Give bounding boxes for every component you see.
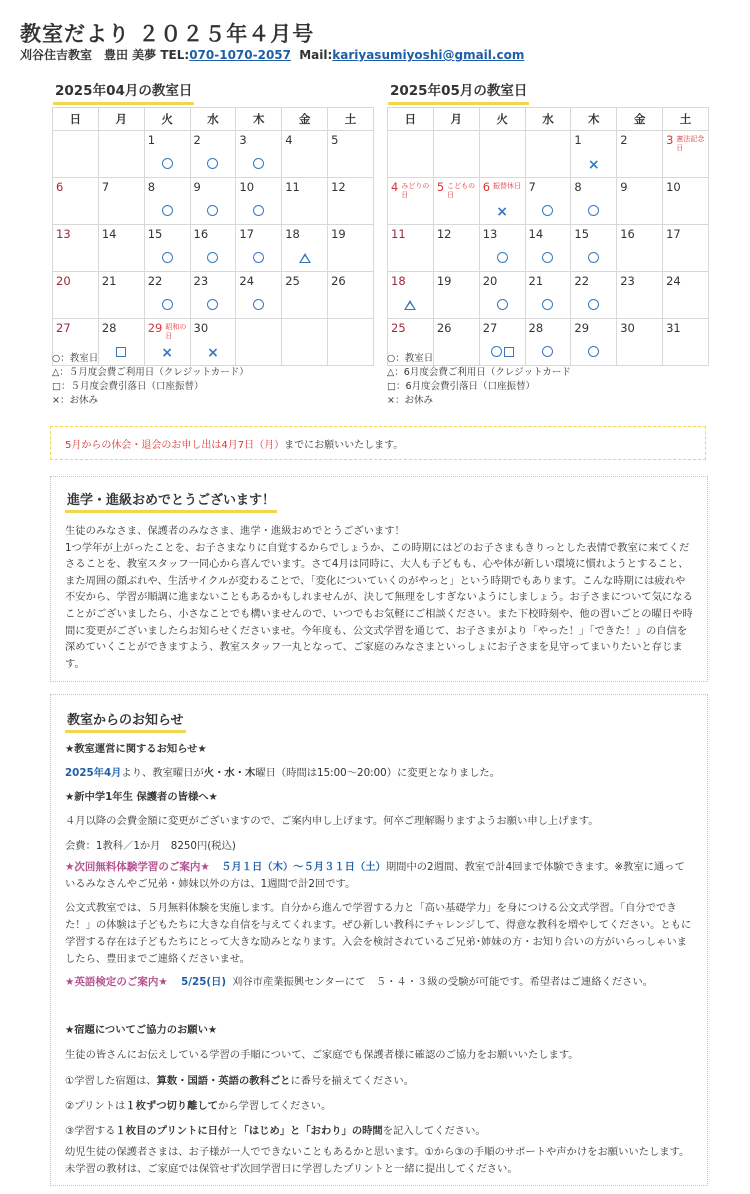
legend-item: □：５月度会費引落日（口座振替） (52, 381, 204, 392)
homework-title: ★宿題についてご協力のお願い★ (65, 1024, 218, 1036)
holiday-label: こどもの日 (447, 182, 476, 199)
calendar-day-cell (236, 272, 282, 319)
calendar-day-cell (617, 272, 663, 319)
day-number: 31 (666, 321, 681, 335)
calendar-day-cell (388, 178, 434, 225)
class-day-circle-icon (588, 299, 599, 310)
calendar-day-cell (663, 272, 709, 319)
day-number: 22 (147, 274, 163, 288)
calendar-day-cell (571, 225, 617, 272)
class-day-circle-icon (253, 252, 264, 263)
day-mark (145, 252, 190, 265)
weekday-header: 火 (144, 108, 190, 131)
congrats-section (50, 476, 708, 682)
calendar-day-cell (525, 178, 571, 225)
mail-label: Mail: (299, 48, 333, 62)
day-number: 2 (193, 133, 201, 147)
class-day-circle-icon (253, 205, 264, 216)
calendar-day-cell (282, 131, 328, 178)
calendar-day-cell (53, 131, 99, 178)
junior-high-title: ★新中学1年生 保護者の皆様へ★ (65, 791, 218, 803)
class-day-circle-icon (207, 205, 218, 216)
calendar-day-cell (571, 131, 617, 178)
step3-a: ③学習する (65, 1125, 116, 1137)
weekday-header: 水 (525, 108, 571, 131)
legend-item: ○：教室日 (387, 353, 434, 364)
closed-day-cross-icon: × (207, 345, 219, 361)
class-day-circle-icon (162, 299, 173, 310)
calendar-day-cell (282, 225, 328, 272)
day-number: 10 (666, 180, 681, 194)
calendar-day-cell (433, 131, 479, 178)
weekday-header: 日 (388, 108, 434, 131)
weekday-header: 金 (617, 108, 663, 131)
day-number: 26 (331, 274, 346, 288)
calendar-day-cell (98, 131, 144, 178)
calendar-day-cell (328, 272, 374, 319)
class-day-circle-icon (588, 252, 599, 263)
calendar-day-cell (617, 178, 663, 225)
day-number: 18 (285, 227, 300, 241)
classroom-name: 刈谷住吉教室 豊田 美夢 (20, 48, 157, 62)
class-day-circle-icon (162, 158, 173, 169)
calendar-day-cell (525, 272, 571, 319)
calendar-day-cell (617, 131, 663, 178)
tel-label: TEL: (160, 48, 190, 62)
step2-a: ②プリントは (65, 1100, 126, 1112)
day-number: 27 (482, 321, 498, 335)
calendar-day-cell (236, 225, 282, 272)
class-day-circle-icon (542, 299, 553, 310)
day-number: 19 (436, 274, 452, 288)
day-number: 6 (482, 180, 491, 194)
day-number: 29 (147, 321, 163, 335)
day-mark (236, 252, 281, 265)
calendar-day-cell (328, 131, 374, 178)
closed-day-cross-icon: × (496, 204, 508, 220)
calendar-day-cell (571, 178, 617, 225)
calendar-day-cell (479, 178, 525, 225)
trial-lesson-dates: ５月１日（木）～５月３１日（土） (221, 861, 386, 873)
day-mark (145, 205, 190, 218)
day-number: 19 (331, 227, 346, 241)
day-number: 14 (528, 227, 544, 241)
day-mark (236, 299, 281, 312)
calendar-day-cell (328, 319, 374, 366)
day-number: 16 (193, 227, 209, 241)
class-day-circle-icon (162, 252, 173, 263)
class-day-circle-icon (588, 346, 599, 357)
trial-lesson-title: ★次回無料体験学習のご案内★ (65, 861, 210, 873)
calendar-week-row (388, 131, 709, 178)
homework-intro: 生徒の皆さんにお伝えしている学習の手順について、ご家庭でも保護者様に確認のご協力をお願いいたします。 (65, 1049, 579, 1061)
day-number: 4 (285, 133, 293, 147)
day-number: 11 (285, 180, 300, 194)
day-number: 5 (331, 133, 339, 147)
day-mark (480, 206, 525, 218)
mail-link[interactable]: kariyasumiyoshi@gmail.com (332, 48, 525, 62)
calendar-week-row (53, 131, 374, 178)
calendar-week-row (388, 225, 709, 272)
class-day-circle-icon (542, 252, 553, 263)
legend-item: △：５月度会費ご利用日（クレジットカード） (52, 367, 249, 378)
class-day-circle-icon (497, 252, 508, 263)
weekday-header: 水 (190, 108, 236, 131)
operation-text-b: 曜日（時間は15:00～20:00）に変更となりました。 (255, 767, 500, 779)
step2-b: １枚ずつ切り離して (125, 1100, 218, 1112)
class-day-circle-icon (207, 158, 218, 169)
calendar-day-cell (663, 178, 709, 225)
eiken-date: 5/25(日) (181, 976, 227, 988)
day-number: 3 (666, 133, 674, 147)
day-number: 22 (574, 274, 590, 288)
calendar-week-row (53, 272, 374, 319)
legend-item: ○：教室日 (52, 353, 99, 364)
step3-b: １枚目のプリントに日付 (115, 1125, 229, 1137)
day-number: 13 (482, 227, 498, 241)
calendar-week-row (53, 178, 374, 225)
day-number: 29 (574, 321, 590, 335)
day-number: 18 (391, 274, 406, 288)
operation-text-a: より、教室曜日が (121, 767, 204, 779)
weekday-header: 金 (282, 108, 328, 131)
step2-c: から学習してください。 (217, 1100, 332, 1112)
weekday-header: 土 (663, 108, 709, 131)
calendar-day-cell (53, 225, 99, 272)
may-legend (387, 352, 571, 408)
class-day-circle-icon (542, 205, 553, 216)
legend-item: □：6月度会費引落日（口座振替） (387, 381, 536, 392)
day-mark (191, 299, 236, 312)
eiken-title: ★英語検定のご案内★ (65, 976, 168, 988)
legend-item: △：6月度会費ご利用日（クレジットカード (387, 367, 571, 378)
calendar-day-cell (525, 131, 571, 178)
calendar-day-cell (190, 131, 236, 178)
day-mark (526, 252, 571, 265)
calendar-day-cell (144, 131, 190, 178)
class-day-circle-icon (162, 205, 173, 216)
day-number: 12 (331, 180, 346, 194)
eiken-notice (65, 974, 693, 991)
junior-high-line1: ４月以降の会費金額に変更がございますので、ご案内申し上げます。何卒ご理解賜りますようお願い申し上げます。 (65, 815, 599, 827)
calendar-day-cell (53, 178, 99, 225)
holiday-label: みどりの日 (401, 182, 430, 199)
day-mark (571, 252, 616, 265)
day-number: 8 (574, 180, 582, 194)
day-mark (480, 252, 525, 265)
operation-notice-title: ★教室運営に関するお知らせ★ (65, 743, 207, 755)
closed-day-cross-icon: × (161, 345, 173, 361)
operation-notice-line (65, 764, 500, 779)
trial-lesson-text: 期間中の2週間、教室で計4回まで体験できます。※教室に通っているみなさんやご兄弟・姉妹以外の方は、1週間で計2回です。 (65, 861, 685, 890)
calendar-day-cell (479, 225, 525, 272)
calendar-day-cell (190, 225, 236, 272)
may-calendar-heading: 2025年05月の教室日 (388, 79, 529, 105)
day-number: 13 (56, 227, 71, 241)
calendar-day-cell (328, 225, 374, 272)
day-number: 12 (436, 227, 452, 241)
day-mark (191, 252, 236, 265)
calendar-day-cell (236, 131, 282, 178)
day-number: 23 (620, 274, 635, 288)
day-number: 23 (193, 274, 209, 288)
april-legend (52, 352, 249, 408)
day-number: 4 (391, 180, 399, 194)
day-number: 8 (147, 180, 156, 194)
withdrawal-notice (50, 426, 706, 460)
day-number: 28 (528, 321, 544, 335)
day-number: 21 (101, 274, 117, 288)
day-number: 15 (147, 227, 163, 241)
day-number: 6 (56, 180, 64, 194)
step3-c: と (228, 1125, 239, 1137)
weekday-header: 木 (571, 108, 617, 131)
day-number: 16 (620, 227, 635, 241)
calendar-day-cell (479, 272, 525, 319)
day-mark (236, 205, 281, 218)
calendar-day-cell (190, 272, 236, 319)
day-number: 10 (239, 180, 255, 194)
tel-link[interactable]: 070-1070-2057 (189, 48, 292, 62)
day-number: 30 (193, 321, 209, 335)
weekday-header: 火 (479, 108, 525, 131)
step3-e: を記入してください。 (382, 1125, 486, 1137)
day-number: 5 (436, 180, 445, 194)
day-number: 2 (620, 133, 628, 147)
day-number: 28 (101, 321, 117, 335)
operation-days: 火・水・木 (203, 767, 256, 779)
day-mark (145, 299, 190, 312)
weekday-header: 月 (98, 108, 144, 131)
calendar-day-cell (98, 272, 144, 319)
day-mark (145, 158, 190, 171)
day-number: 3 (239, 133, 247, 147)
april-calendar (52, 107, 374, 366)
class-day-circle-icon (207, 252, 218, 263)
newsletter-title: 教室だより ２０２５年４月号 (20, 22, 315, 46)
day-number: 20 (56, 274, 71, 288)
day-number: 27 (56, 321, 71, 335)
class-day-circle-icon (253, 299, 264, 310)
day-mark (526, 299, 571, 312)
calendar-day-cell (479, 131, 525, 178)
day-mark (571, 205, 616, 218)
day-mark (282, 253, 327, 265)
calendar-day-cell (617, 225, 663, 272)
class-day-circle-icon (207, 299, 218, 310)
homework-step-2 (65, 1097, 331, 1112)
calendar-day-cell (433, 178, 479, 225)
holiday-label: 憲法記念日 (676, 135, 705, 152)
day-number: 30 (620, 321, 635, 335)
day-number: 9 (620, 180, 628, 194)
day-number: 26 (436, 321, 452, 335)
trial-lesson-notice (65, 859, 693, 893)
day-mark (571, 299, 616, 312)
calendar-day-cell (433, 225, 479, 272)
news-section (50, 694, 708, 1186)
day-mark (526, 205, 571, 218)
day-number: 21 (528, 274, 544, 288)
card-day-triangle-icon (404, 300, 416, 310)
day-number: 17 (239, 227, 255, 241)
calendar-day-cell (328, 178, 374, 225)
calendar-day-cell (98, 225, 144, 272)
calendar-day-cell (98, 178, 144, 225)
closed-day-cross-icon: × (587, 157, 600, 173)
weekday-header: 月 (433, 108, 479, 131)
congrats-heading: 進学・進級おめでとうございます！ (65, 489, 277, 513)
day-mark (388, 300, 433, 312)
holiday-label: 昭和の日 (165, 323, 187, 340)
day-number: 7 (528, 180, 536, 194)
congrats-body: 生徒のみなさま、保護者のみなさま、進学・進級おめでとうございます！ 1つ学年が上がったことを、お子さまなりに自覚するからでしょうか、この時期にはどのお子さまもきりっとした表情で教室に来てくださることを、教室スタッフ一同心から喜んでいます。さて4月は同時に、大人も子どもも、心や体が新しい環境に慣れようとすること、また周囲の顔ぶれや、生活サイクルが変わることで、「変化についていくのがやっと」という時期でもあります。こんな時期には疲れや不安から、学習が順調に進まないこともあるかもしれませんが、決して無理をしすぎないようにしましょう。お子さまについて気になることがございましたら、小さなことでも構いませんので、いつでもお気軽にご相談ください。また下校時刻や、他の習いごとの曜日や時間に変更がございましたらお知らせくださいませ。今年度も、公文式学習を通じて、お子さまがより「やった！」「できた！」の自信を深めていくことができますよう、教室スタッフ一丸となって、ご家庭のみなさまといっしょにお子さまを見守ってまいりたいと存じます。 (65, 525, 693, 670)
weekday-header: 日 (53, 108, 99, 131)
step3-d: 「はじめ」と「おわり」の時間 (238, 1125, 383, 1137)
day-mark (191, 158, 236, 171)
day-number: 15 (574, 227, 590, 241)
day-number: 11 (391, 227, 406, 241)
step1-b: 算数・国語・英語の教科ごと (156, 1075, 291, 1087)
day-number: 24 (666, 274, 681, 288)
step1-a: ①学習した宿題は、 (65, 1075, 157, 1087)
day-mark (571, 346, 616, 359)
calendar-day-cell (282, 178, 328, 225)
operation-date: 2025年4月 (65, 767, 122, 779)
day-number: 24 (239, 274, 255, 288)
calendar-day-cell (53, 272, 99, 319)
legend-item: ×：お休み (52, 395, 98, 406)
calendar-day-cell (617, 319, 663, 366)
day-mark (571, 159, 616, 171)
calendar-day-cell (388, 225, 434, 272)
calendar-day-cell (663, 131, 709, 178)
day-number: 14 (101, 227, 117, 241)
calendar-day-cell (144, 225, 190, 272)
calendar-day-cell (663, 319, 709, 366)
day-number: 7 (101, 180, 110, 194)
calendar-day-cell (282, 272, 328, 319)
class-day-circle-icon (497, 299, 508, 310)
calendar-day-cell (190, 178, 236, 225)
step1-c: に番号を揃えてください。 (290, 1075, 415, 1087)
calendar-day-cell (663, 225, 709, 272)
april-calendar-heading: 2025年04月の教室日 (53, 79, 194, 105)
day-mark (480, 299, 525, 312)
calendar-day-cell (236, 178, 282, 225)
calendar-day-cell (282, 319, 328, 366)
junior-high-fee: 会費：1教科／1か月 8250円(税込) (65, 840, 236, 852)
calendar-day-cell (433, 272, 479, 319)
day-mark (191, 205, 236, 218)
day-number: 1 (147, 133, 156, 147)
day-number: 9 (193, 180, 201, 194)
class-day-circle-icon (253, 158, 264, 169)
day-number: 25 (285, 274, 300, 288)
contact-line (20, 46, 524, 63)
calendar-day-cell (571, 319, 617, 366)
news-heading: 教室からのお知らせ (65, 709, 186, 733)
homework-step-1 (65, 1072, 414, 1087)
calendar-day-cell (388, 272, 434, 319)
calendar-day-cell (144, 178, 190, 225)
day-number: 17 (666, 227, 681, 241)
trial-lesson-body: 公文式教室では、５月無料体験を実施します。自分から進んで学習する力と「高い基礎学力」を身につける公文式学習。「自分でできた！」の体験は子どもたちに大きな自信を与えてくれます。ぜひ新しい教科にチャレンジして、得意な教科を増やしてください。ともに学習する存在は子どもたちにとって大きな励みとなります。入会を検討されているご兄弟･姉妹の方・お知り合いの方がいらっしゃいましたら、豊田までご連絡くださいませ。 (65, 902, 692, 965)
may-calendar (387, 107, 709, 366)
weekday-header: 木 (236, 108, 282, 131)
calendar-day-cell (144, 272, 190, 319)
eiken-text: 刈谷市産業振興センターにて ５・４・３級の受験が可能です。希望者はご連絡ください。 (232, 976, 654, 988)
day-number: 20 (482, 274, 498, 288)
calendar-week-row (388, 178, 709, 225)
homework-step-3 (65, 1122, 486, 1137)
legend-item: ×：お休み (387, 395, 433, 406)
calendar-day-cell (388, 131, 434, 178)
holiday-label: 振替休日 (493, 182, 522, 190)
day-number: 25 (391, 321, 406, 335)
weekday-header: 土 (328, 108, 374, 131)
card-day-triangle-icon (299, 253, 311, 263)
withdrawal-deadline: 5月からの休会・退会のお申し出は4月7日（月） (65, 440, 285, 451)
withdrawal-notice-rest: までにお願いいたします。 (284, 440, 404, 451)
day-number: 1 (574, 133, 582, 147)
homework-outro: 幼児生徒の保護者さまは、お子様が一人でできないこともあるかと思います。①から③の手順のサポートや声かけをお願いいたします。未学習の教材は、ご家庭では保管せず次回学習日に学習したプリントと一緒に提出してください。 (65, 1146, 690, 1175)
calendar-day-cell (525, 225, 571, 272)
calendar-week-row (388, 272, 709, 319)
day-mark (236, 158, 281, 171)
class-day-circle-icon (588, 205, 599, 216)
calendar-week-row (53, 225, 374, 272)
calendar-day-cell (571, 272, 617, 319)
